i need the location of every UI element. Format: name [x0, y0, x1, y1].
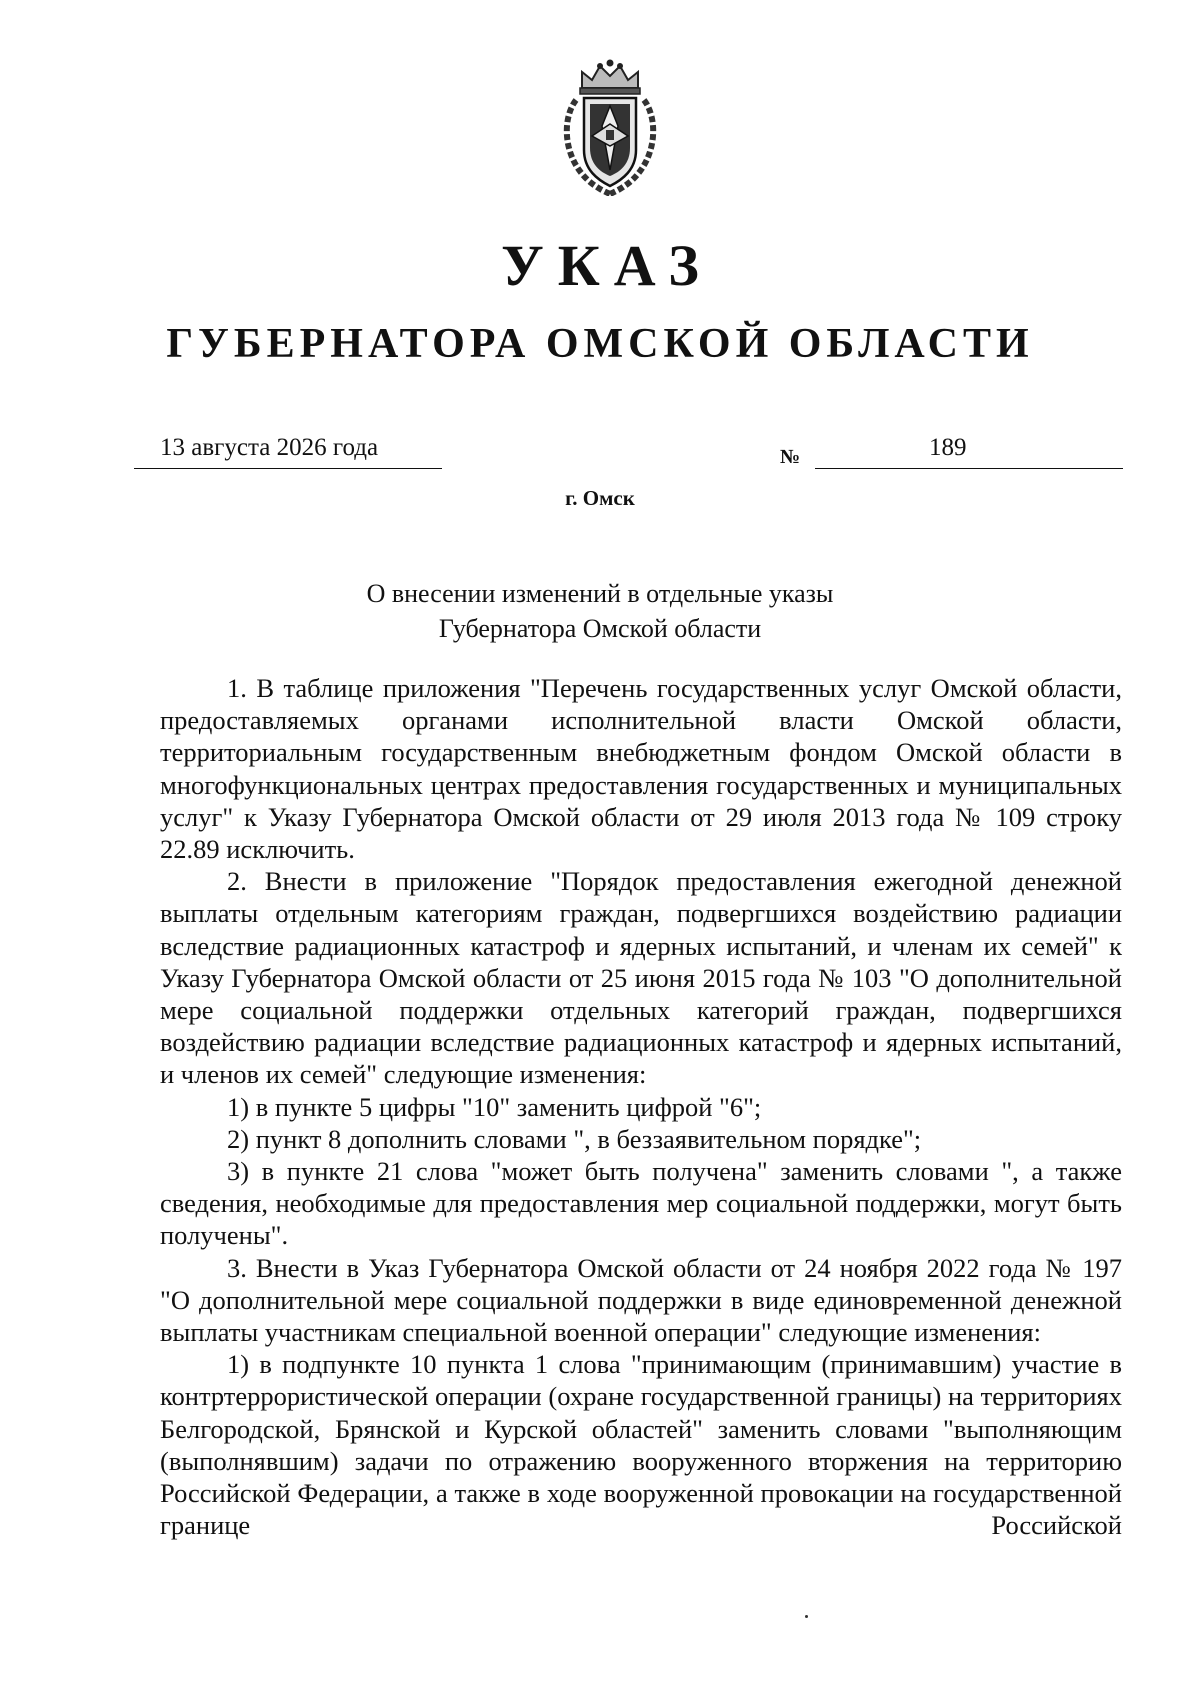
- date-field: [134, 434, 442, 469]
- paragraph: 1) в пункте 5 цифры "10" заменить цифрой "6";: [227, 1091, 762, 1122]
- subject-line: О внесении изменений в отдельные указы: [366, 579, 834, 608]
- subject-line: Губернатора Омской области: [438, 614, 762, 643]
- decree-number: 189: [929, 434, 967, 461]
- decree-body: [160, 672, 1122, 1541]
- scan-speck: [805, 1615, 808, 1618]
- paragraph: 3. Внести в Указ Губернатора Омской области от 24 ноября 2022 года № 197 "О дополнительной мере социальной поддержки в виде единовременной денежной выплаты участникам специальной военной операции" следующие изменения:: [160, 1252, 1122, 1348]
- paragraph: 2. Внести в приложение "Порядок предоставления ежегодной денежной выплаты отдельным категориям граждан, подвергшихся воздействию радиации вследствие радиационных катастроф и ядерных испытаний, и членам их семей" к Указу Губернатора Омской области от 25 июня 2015 года № 103 "О дополнительной мере социальной поддержки отдельных категорий граждан, подвергшихся воздействию радиации вследствие радиационных катастроф и ядерных испытаний, и членов их семей" следующие изменения:: [160, 866, 1122, 1090]
- coat-of-arms-icon: [560, 58, 660, 196]
- document-title: УКАЗ: [501, 233, 713, 298]
- city-label: г. Омск: [565, 486, 635, 510]
- issuer-title: ГУБЕРНАТОРА ОМСКОЙ ОБЛАСТИ: [166, 321, 1034, 367]
- paragraph: 3) в пункте 21 слова "может быть получена" заменить словами ", а также сведения, необходимые для предоставления мер социальной поддержки, могут быть получены".: [160, 1156, 1122, 1251]
- paragraph: 2) пункт 8 дополнить словами ", в беззаявительном порядке";: [227, 1123, 922, 1154]
- number-field: [815, 434, 1123, 469]
- number-sign: №: [780, 446, 801, 468]
- paragraph: 1. В таблице приложения "Перечень государственных услуг Омской области, предоставляемых органами исполнительной власти Омской области, территориальным государственным внебюджетным фондом Омской области в многофункциональных центрах предоставления государственных и муниципальных услуг" к Указу Губернатора Омской области от 29 июля 2013 года № 109 строку 22.89 исключить.: [160, 673, 1122, 865]
- decree-subject: [0, 576, 1200, 646]
- paragraph: 1) в подпункте 10 пункта 1 слова "принимающим (принимавшим) участие в контртеррористической операции (охране государственной границы) на территориях Белгородской, Брянской и Курской областей" заменить словами "выполняющим (выполнявшим) задачи по отражению вооруженного вторжения на территорию Российской Федерации, а также в ходе вооруженной провокации на государственной границе Российской: [160, 1349, 1122, 1541]
- decree-date: 13 августа 2026 года: [160, 434, 379, 461]
